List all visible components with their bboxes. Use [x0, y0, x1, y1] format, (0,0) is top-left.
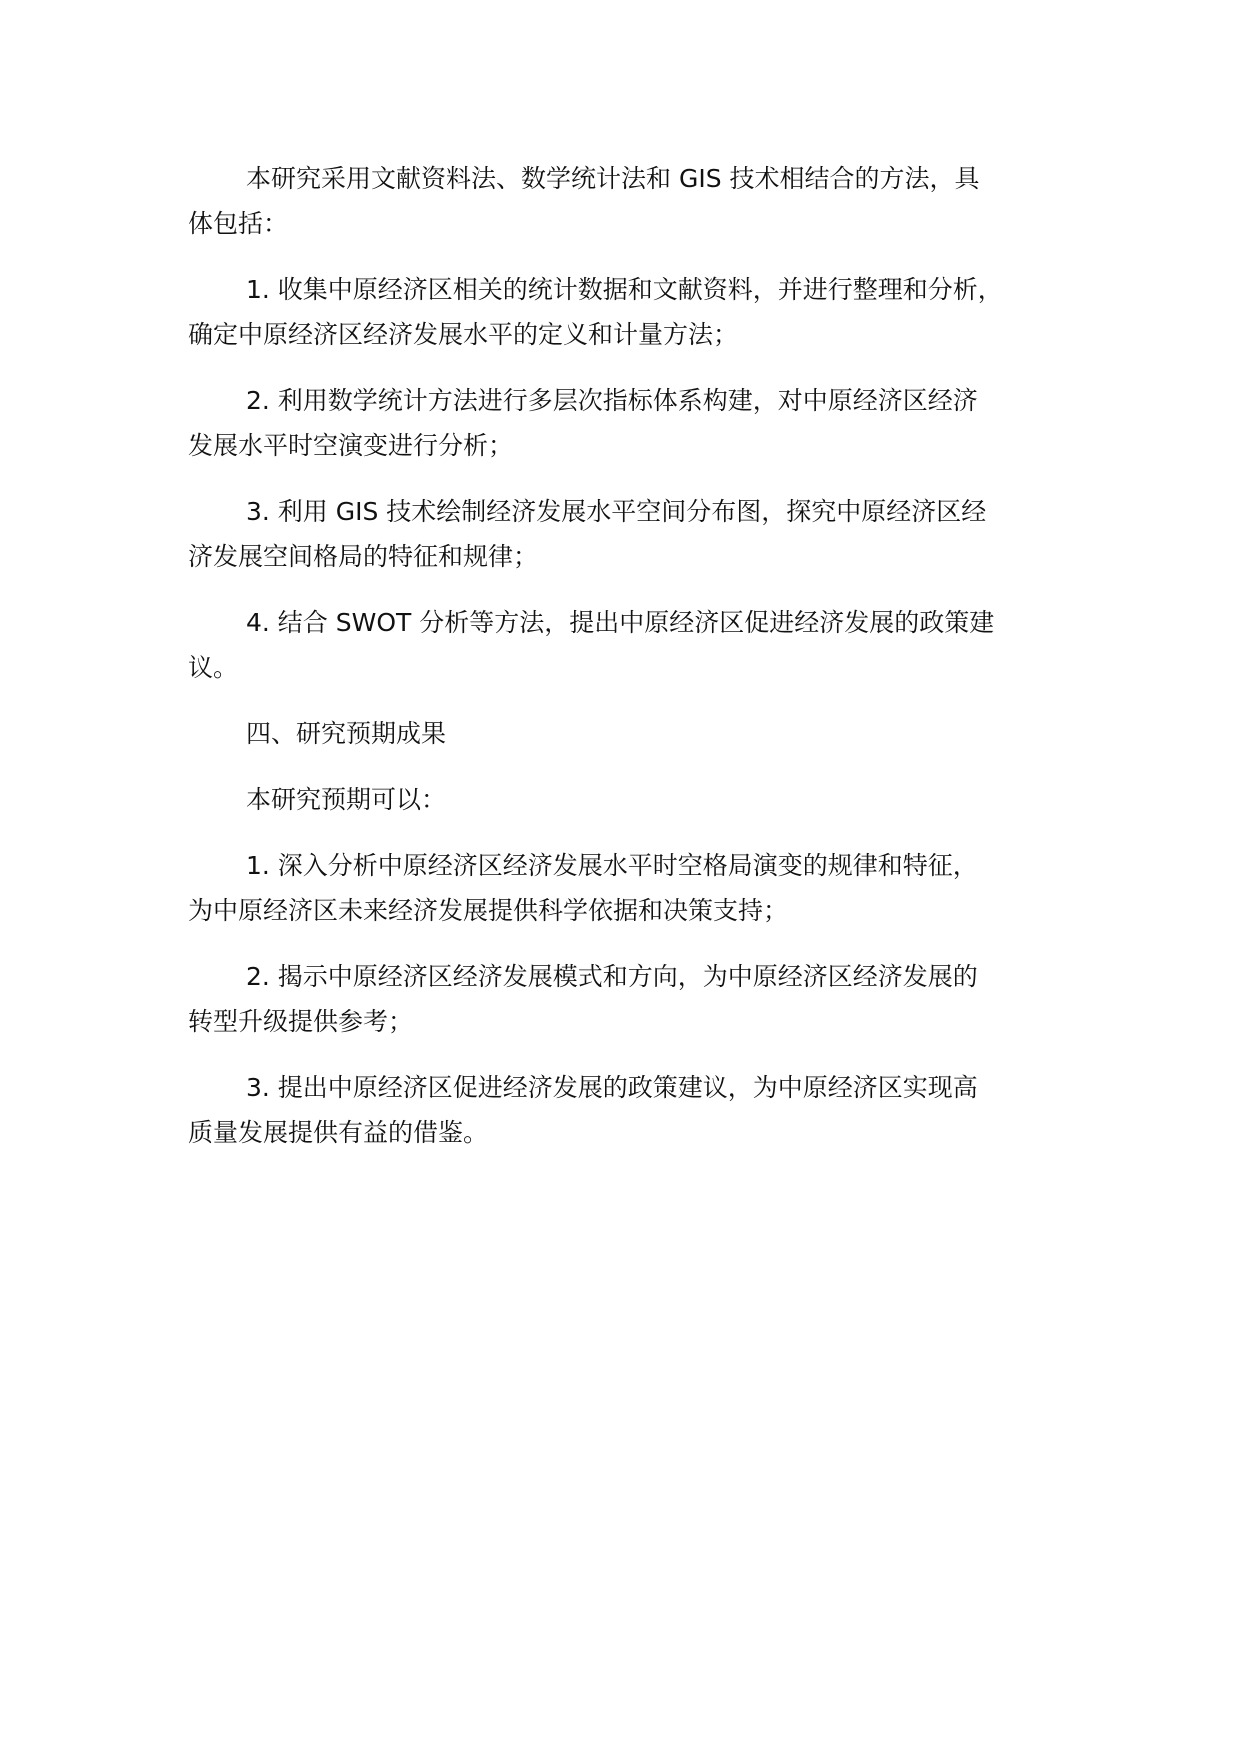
paragraph-line: 发展水平时空演变进行分析；	[188, 431, 514, 460]
paragraph-method-3	[188, 489, 1088, 579]
paragraph-method-1	[188, 267, 1088, 357]
paragraph-line: 2. 揭示中原经济区经济发展模式和方向，为中原经济区经济发展的	[246, 962, 978, 991]
paragraph-expected-1	[188, 843, 1088, 933]
paragraph-expected-2	[188, 954, 1088, 1044]
paragraph-line: 4. 结合 SWOT 分析等方法，提出中原经济区促进经济发展的政策建	[246, 608, 995, 637]
paragraph-line: 3. 利用 GIS 技术绘制经济发展水平空间分布图，探究中原经济区经	[246, 497, 987, 526]
paragraph-line: 2. 利用数学统计方法进行多层次指标体系构建，对中原经济区经济	[246, 386, 978, 415]
paragraph-method-2	[188, 378, 1088, 468]
paragraph-line: 1. 收集中原经济区相关的统计数据和文献资料，并进行整理和分析，	[246, 275, 1003, 304]
paragraph-method-4	[188, 600, 1088, 690]
paragraph-line: 体包括：	[188, 209, 289, 238]
paragraph-methods-intro	[188, 156, 1088, 246]
paragraph-line: 济发展空间格局的特征和规律；	[188, 542, 539, 571]
paragraph-line: 质量发展提供有益的借鉴。	[188, 1118, 489, 1147]
paragraph-line: 本研究预期可以：	[246, 785, 447, 814]
paragraph-line: 议。	[188, 653, 239, 682]
section-heading-expected-results	[188, 711, 1088, 756]
paragraph-expected-3	[188, 1065, 1088, 1155]
paragraph-line: 1. 深入分析中原经济区经济发展水平时空格局演变的规律和特征，	[246, 851, 978, 880]
paragraph-expected-intro	[188, 777, 1088, 822]
paragraph-line: 3. 提出中原经济区促进经济发展的政策建议，为中原经济区实现高	[246, 1073, 978, 1102]
document-body	[188, 156, 1088, 1176]
paragraph-line: 为中原经济区未来经济发展提供科学依据和决策支持；	[188, 896, 789, 925]
heading-text: 四、研究预期成果	[246, 719, 447, 748]
paragraph-line: 本研究采用文献资料法、数学统计法和 GIS 技术相结合的方法，具	[246, 164, 980, 193]
paragraph-line: 转型升级提供参考；	[188, 1007, 414, 1036]
paragraph-line: 确定中原经济区经济发展水平的定义和计量方法；	[188, 320, 739, 349]
